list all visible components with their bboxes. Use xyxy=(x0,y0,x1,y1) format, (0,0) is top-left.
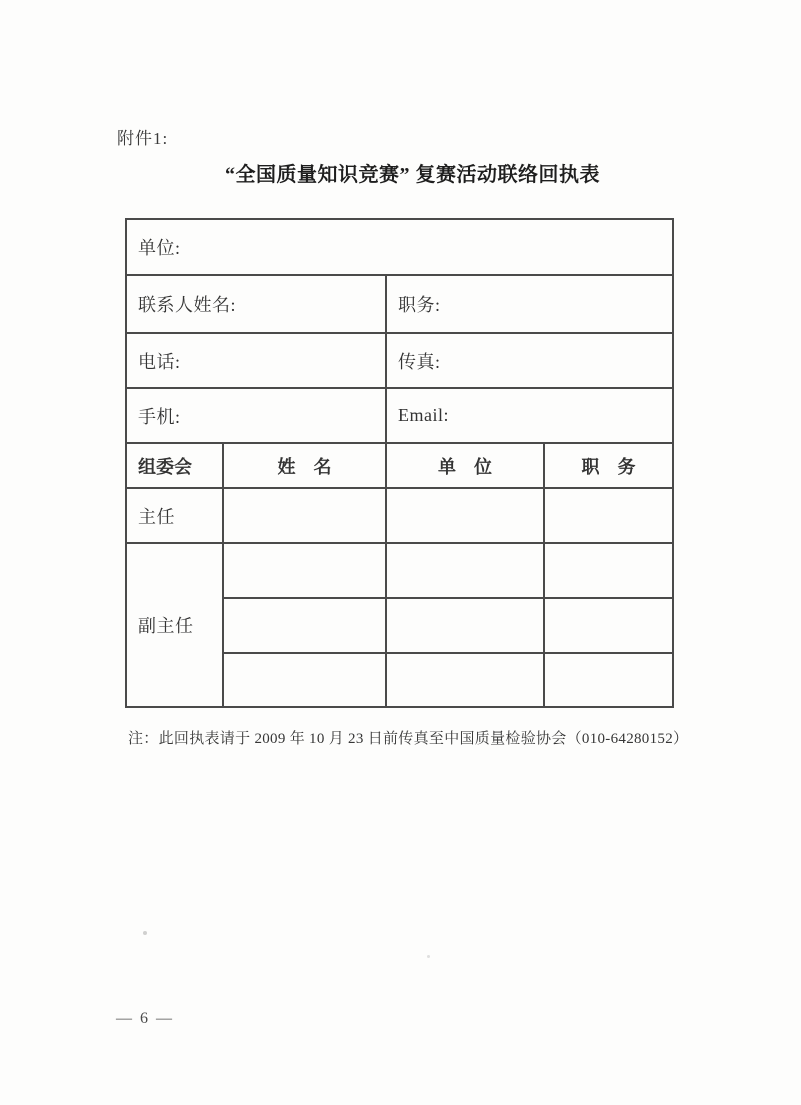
committee-column-header: 组委会 xyxy=(126,443,223,488)
deputy-position-cell xyxy=(544,598,673,653)
deputy-name-cell xyxy=(223,543,386,598)
table-row xyxy=(126,219,673,275)
reply-form-table xyxy=(125,218,674,708)
unit-column-header: 单 位 xyxy=(386,443,544,488)
position-field-cell: 职务: xyxy=(386,275,673,333)
email-field-cell: Email: xyxy=(386,388,673,443)
footnote: 注：此回执表请于 2009 年 10 月 23 日前传真至中国质量检验协会（010-64280152） xyxy=(128,731,689,747)
mobile-field-cell: 手机: xyxy=(126,388,386,443)
attachment-label: 附件1: xyxy=(117,129,169,148)
deputy-director-row-label: 副主任 xyxy=(126,543,223,707)
unit-field-cell: 单位: xyxy=(126,219,673,275)
director-unit-cell xyxy=(386,488,544,543)
deputy-position-cell xyxy=(544,653,673,707)
deputy-unit-cell xyxy=(386,543,544,598)
deputy-position-cell xyxy=(544,543,673,598)
table-row xyxy=(126,388,673,443)
deputy-name-cell xyxy=(223,653,386,707)
director-row xyxy=(126,488,673,543)
director-row-label: 主任 xyxy=(126,488,223,543)
fax-field-cell: 传真: xyxy=(386,333,673,388)
page-number: — 6 — xyxy=(116,1010,174,1027)
table-row xyxy=(126,333,673,388)
director-position-cell xyxy=(544,488,673,543)
document-title: “全国质量知识竞赛” 复赛活动联络回执表 xyxy=(225,164,600,186)
table-row xyxy=(126,275,673,333)
scan-speck xyxy=(427,955,430,958)
phone-field-cell: 电话: xyxy=(126,333,386,388)
contact-name-field-cell: 联系人姓名: xyxy=(126,275,386,333)
name-column-header: 姓 名 xyxy=(223,443,386,488)
deputy-unit-cell xyxy=(386,653,544,707)
director-name-cell xyxy=(223,488,386,543)
deputy-name-cell xyxy=(223,598,386,653)
position-column-header: 职 务 xyxy=(544,443,673,488)
scan-speck xyxy=(143,931,147,935)
deputy-unit-cell xyxy=(386,598,544,653)
deputy-director-row xyxy=(126,543,673,598)
committee-header-row xyxy=(126,443,673,488)
